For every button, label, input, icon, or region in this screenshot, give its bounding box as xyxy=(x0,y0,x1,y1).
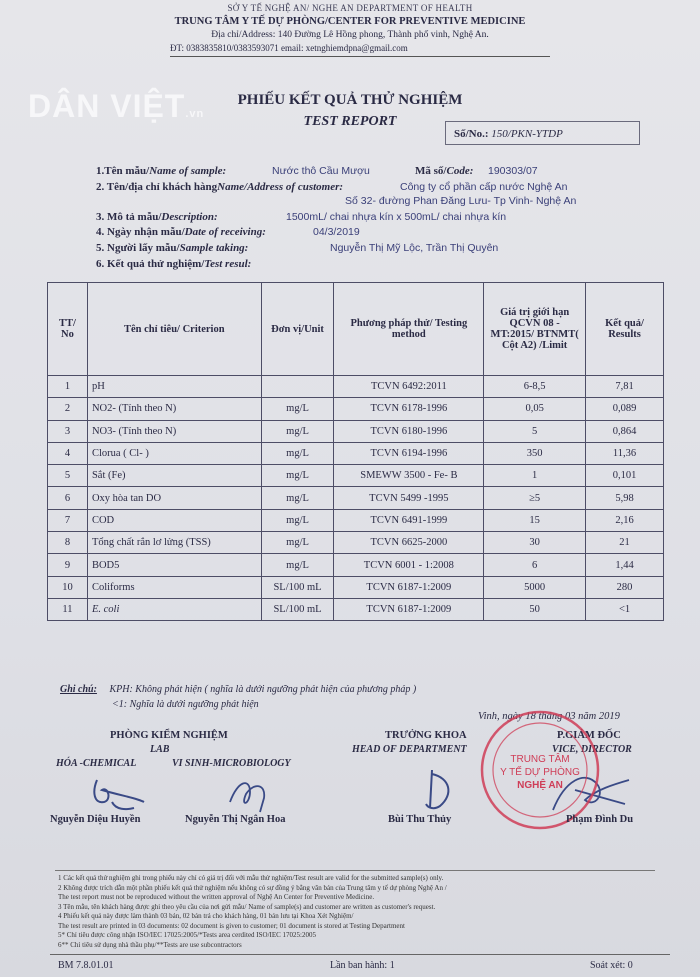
cell-criterion: Oxy hòa tan DO xyxy=(87,487,261,509)
cell-limit: 350 xyxy=(484,442,586,464)
cell-method: TCVN 6492:2011 xyxy=(334,376,484,398)
chemical-title: HÓA -CHEMICAL xyxy=(56,758,137,769)
cell-result: 2,16 xyxy=(586,509,664,531)
cell-limit: 50 xyxy=(484,598,586,620)
notes-block xyxy=(60,684,416,695)
cell-result: 7,81 xyxy=(586,376,664,398)
footnote-line: The test report must not be reproduced without the written approval of Nghệ An Center for Preventive Medicine. xyxy=(58,893,375,901)
cell-limit: 5 xyxy=(484,420,586,442)
notes-label: Ghi chú: xyxy=(60,684,97,695)
cell-no: 8 xyxy=(48,532,88,554)
cell-limit: 1 xyxy=(484,465,586,487)
stamp-line-3: NGHỆ AN xyxy=(517,780,563,791)
cell-unit: SL/100 mL xyxy=(261,576,334,598)
date-value: 04/3/2019 xyxy=(313,226,360,238)
cell-criterion: E. coli xyxy=(87,598,261,620)
footnote-line: 6** Chỉ tiêu sử dụng nhà thầu phụ/**Tests are use subcontractors xyxy=(58,940,242,949)
cell-no: 1 xyxy=(48,376,88,398)
cell-result: 0,101 xyxy=(586,465,664,487)
cell-method: TCVN 6180-1996 xyxy=(334,420,484,442)
bottom-rule xyxy=(50,954,670,955)
footnote-line: 3 Tên mẫu, tên khách hàng được ghi theo yêu cầu của nơi gửi mẫu/ Name of sample(s) and customer are written as customer's request. xyxy=(58,902,436,911)
test-result-line: 6. Kết quả thử nghiệm/Test resul: xyxy=(96,258,252,270)
cell-result: 0,089 xyxy=(586,398,664,420)
signer-name-1: Nguyễn Diệu Huyền xyxy=(50,814,141,825)
cell-no: 3 xyxy=(48,420,88,442)
cell-limit: 30 xyxy=(484,532,586,554)
cell-no: 9 xyxy=(48,554,88,576)
cell-no: 5 xyxy=(48,465,88,487)
footnote-line: 5* Chỉ tiêu được công nhận ISO/IEC 17025:2005/*Tests area cerdited ISO/IEC 17025:2005 xyxy=(58,931,316,939)
table-row xyxy=(48,576,664,598)
signed-date: Vinh, ngày 18 tháng 03 năm 2019 xyxy=(478,711,620,722)
footnote-line: 2 Không được trích dẫn một phần phiếu kết quả thử nghiệm nếu không có sự đồng ý bằng văn bản của Trung tâm y tế dự phòng Nghệ An / xyxy=(58,883,447,892)
cell-result: 1,44 xyxy=(586,554,664,576)
cell-unit: mg/L xyxy=(261,442,334,464)
notes-line1: KPH: Không phát hiện ( nghĩa là dưới ngưỡng phát hiện của phương pháp ) xyxy=(109,684,417,695)
table-row xyxy=(48,420,664,442)
cell-limit: 6-8,5 xyxy=(484,376,586,398)
report-title-vn: PHIẾU KẾT QUẢ THỬ NGHIỆM xyxy=(237,92,463,108)
table-row xyxy=(48,598,664,620)
cell-criterion: NO3- (Tính theo N) xyxy=(87,420,261,442)
stamp-line-1: TRUNG TÂM xyxy=(510,754,570,765)
notes-line2: <1: Nghĩa là dưới ngưỡng phát hiện xyxy=(112,699,259,710)
cell-unit: mg/L xyxy=(261,532,334,554)
cell-result: <1 xyxy=(586,598,664,620)
footnotes xyxy=(58,874,447,950)
cell-method: TCVN 6187-1:2009 xyxy=(334,576,484,598)
cell-unit: mg/L xyxy=(261,554,334,576)
cell-limit: 6 xyxy=(484,554,586,576)
micro-title: VI SINH-MICROBIOLOGY xyxy=(172,758,291,769)
cell-method: TCVN 6187-1:2009 xyxy=(334,598,484,620)
results-table xyxy=(47,282,664,621)
cell-criterion: NO2- (Tính theo N) xyxy=(87,398,261,420)
table-row xyxy=(48,509,664,531)
signature-3 xyxy=(410,764,470,819)
footnote-line: The test result are printed in 03 documents: 02 document is given to customer; 01 document is stored at Testing Department xyxy=(58,921,405,930)
director-title: P.GIÁM ĐỐC xyxy=(557,730,621,741)
header-rule xyxy=(170,56,550,57)
cell-no: 10 xyxy=(48,576,88,598)
cell-method: TCVN 6194-1996 xyxy=(334,442,484,464)
cell-unit: mg/L xyxy=(261,398,334,420)
sample-name-line: 1.Tên mẫu/Name of sample: xyxy=(96,165,227,177)
cell-no: 2 xyxy=(48,398,88,420)
header-address: Địa chỉ/Address: 140 Đường Lê Hồng phong, Thành phố vinh, Nghệ An. xyxy=(211,30,489,40)
report-number-box xyxy=(445,121,640,145)
cell-limit: 0,05 xyxy=(484,398,586,420)
cell-result: 280 xyxy=(586,576,664,598)
cell-criterion: BOD5 xyxy=(87,554,261,576)
sample-taker-value: Nguyễn Thị Mỹ Lộc, Trần Thị Quyên xyxy=(330,242,499,254)
director-title-en: VICE, DIRECTOR xyxy=(552,744,632,755)
cell-criterion: Clorua ( Cl- ) xyxy=(87,442,261,464)
cell-unit xyxy=(261,376,334,398)
cell-limit: ≥5 xyxy=(484,487,586,509)
col-header-criterion: Tên chỉ tiêu/ Criterion xyxy=(87,283,261,376)
cell-method: TCVN 6491-1999 xyxy=(334,509,484,531)
cell-result: 21 xyxy=(586,532,664,554)
head-title: TRƯỞNG KHOA xyxy=(385,730,467,741)
signer-name-3: Bùi Thu Thủy xyxy=(388,814,452,825)
report-number-value: 150/PKN-YTDP xyxy=(491,128,563,140)
cell-method: TCVN 6178-1996 xyxy=(334,398,484,420)
cell-unit: SL/100 mL xyxy=(261,598,334,620)
form-code: BM 7.8.01.01 xyxy=(58,960,114,971)
cell-unit: mg/L xyxy=(261,487,334,509)
description-value: 1500mL/ chai nhựa kín x 500mL/ chai nhựa kín xyxy=(286,211,507,223)
table-row xyxy=(48,554,664,576)
cell-criterion: Tổng chất rắn lơ lửng (TSS) xyxy=(87,532,261,554)
description-line: 3. Mô tả mẫu/Description: xyxy=(96,211,218,223)
cell-criterion: COD xyxy=(87,509,261,531)
col-header-limit: Giá trị giới hạn QCVN 08 - MT:2015/ BTNMT( Cột A2) /Limit xyxy=(484,283,586,376)
date-line: 4. Ngày nhận mẫu/Date of receiving: xyxy=(96,226,266,238)
report-title-en: TEST REPORT xyxy=(303,114,397,129)
footnotes-rule xyxy=(55,870,655,871)
customer-address-value: Số 32- đường Phan Đăng Lưu- Tp Vinh- Nghệ An xyxy=(345,195,577,207)
footnote-line: 4 Phiếu kết quả này được làm thành 03 bản, 02 bản trả cho khách hàng, 01 bản lưu tại Khoa Xét Nghiệm/ xyxy=(58,912,354,920)
cell-result: 5,98 xyxy=(586,487,664,509)
cell-no: 7 xyxy=(48,509,88,531)
customer-line: 2. Tên/địa chỉ khách hàngName/Address of customer: xyxy=(96,181,344,193)
watermark: DÂN VIỆT.vn xyxy=(28,88,205,124)
cell-method: TCVN 6001 - 1:2008 xyxy=(334,554,484,576)
cell-method: SMEWW 3500 - Fe- B xyxy=(334,465,484,487)
head-title-en: HEAD OF DEPARTMENT xyxy=(352,744,467,755)
signer-name-2: Nguyễn Thị Ngân Hoa xyxy=(185,814,286,825)
lab-title: PHÒNG KIỂM NGHIỆM xyxy=(110,730,228,741)
cell-no: 6 xyxy=(48,487,88,509)
cell-no: 4 xyxy=(48,442,88,464)
col-header-no: TT/ No xyxy=(48,283,88,376)
signature-1 xyxy=(82,772,152,817)
table-row xyxy=(48,376,664,398)
col-header-method: Phương pháp thử/ Testing method xyxy=(334,283,484,376)
table-header-row xyxy=(48,283,664,376)
cell-criterion: Coliforms xyxy=(87,576,261,598)
signer-name-4: Phạm Đình Du xyxy=(566,814,634,825)
cell-unit: mg/L xyxy=(261,420,334,442)
col-header-unit: Đơn vị/Unit xyxy=(261,283,334,376)
table-row xyxy=(48,442,664,464)
code-line: Mã số/Code: xyxy=(415,165,474,177)
customer-value: Công ty cổ phần cấp nước Nghệ An xyxy=(400,181,568,193)
cell-result: 11,36 xyxy=(586,442,664,464)
cell-method: TCVN 6625-2000 xyxy=(334,532,484,554)
table-row xyxy=(48,532,664,554)
cell-unit: mg/L xyxy=(261,509,334,531)
cell-no: 11 xyxy=(48,598,88,620)
cell-result: 0,864 xyxy=(586,420,664,442)
header-department: SỞ Y TẾ NGHỆ AN/ NGHE AN DEPARTMENT OF HEALTH xyxy=(227,3,473,13)
code-value: 190303/07 xyxy=(488,165,538,177)
cell-unit: mg/L xyxy=(261,465,334,487)
stamp-line-2: Y TẾ DỰ PHÒNG xyxy=(500,767,580,778)
sample-taker-line: 5. Người lấy mẫu/Sample taking: xyxy=(96,242,249,254)
cell-criterion: pH xyxy=(87,376,261,398)
report-number-label: Số/No.: xyxy=(454,128,489,140)
header-center: TRUNG TÂM Y TẾ DỰ PHÒNG/CENTER FOR PREVENTIVE MEDICINE xyxy=(174,16,526,27)
cell-limit: 15 xyxy=(484,509,586,531)
cell-method: TCVN 5499 -1995 xyxy=(334,487,484,509)
lab-title-en: LAB xyxy=(150,744,170,755)
footnote-line: 1 Các kết quả thử nghiệm ghi trong phiếu này chỉ có giá trị đối với mẫu thử nghiệm/Test result are valid for the submitted sample(s) only. xyxy=(58,874,444,882)
cell-criterion: Sắt (Fe) xyxy=(87,465,261,487)
col-header-result: Kết quả/ Results xyxy=(586,283,664,376)
cell-limit: 5000 xyxy=(484,576,586,598)
table-row xyxy=(48,398,664,420)
issue-number: Lần ban hành: 1 xyxy=(330,960,395,971)
table-row xyxy=(48,487,664,509)
sample-name-value: Nước thô Cầu Mượu xyxy=(272,165,370,177)
signature-2 xyxy=(220,772,290,817)
table-row xyxy=(48,465,664,487)
header-contact: ĐT: 0383835810/0383593071 email: xetnghiemdpna@gmail.com xyxy=(170,43,408,53)
revision-number: Soát xét: 0 xyxy=(590,960,633,971)
